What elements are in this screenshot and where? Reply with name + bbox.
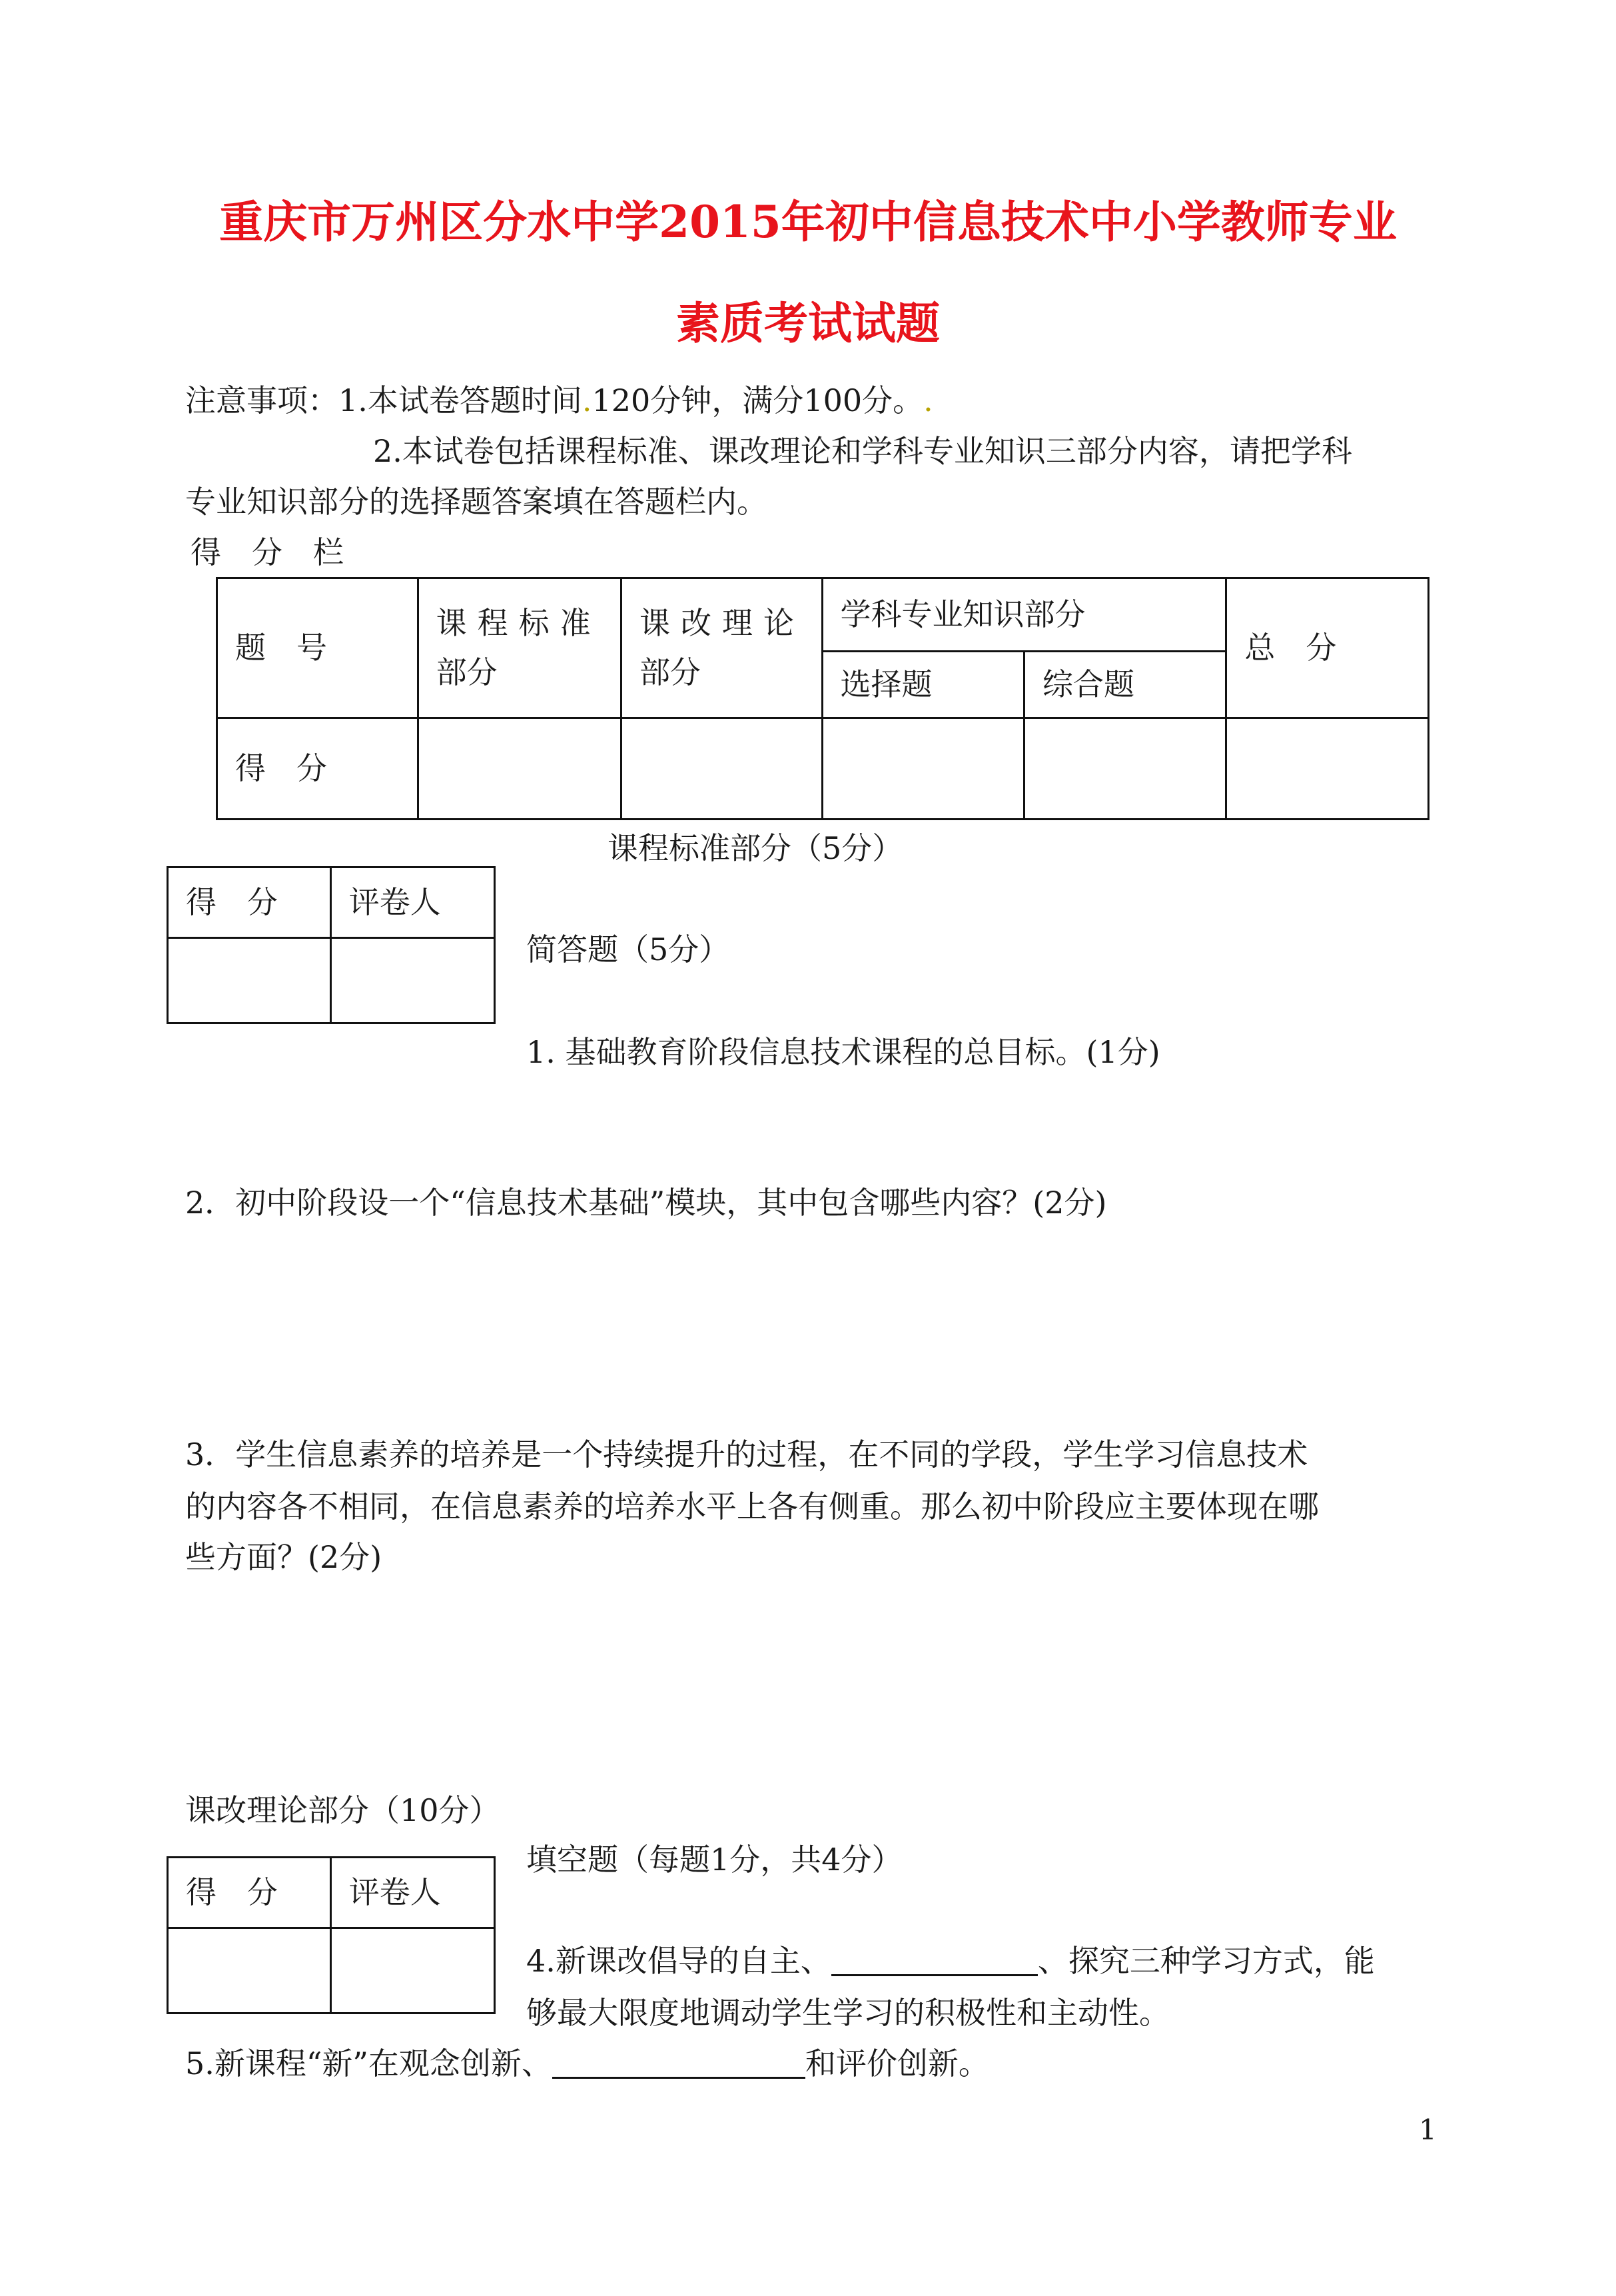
header-zonghe-cell — [1024, 652, 1226, 718]
s1-grader-pingjuan-cell — [330, 867, 494, 938]
s2-grader-name-input[interactable] — [330, 1928, 494, 2013]
page-number: 1 — [1419, 2113, 1437, 2146]
section1-subtitle: 简答题（5分） — [526, 931, 730, 967]
header-tihao: 题 号 — [235, 629, 327, 666]
s1-grader-defen-cell — [168, 867, 331, 938]
question-3-line1: 3．学生信息素养的培养是一个持续提升的过程，在不同的学段，学生学习信息技术 — [185, 1436, 1308, 1472]
question-2: 2．初中阶段设一个“信息技术基础”模块，其中包含哪些内容？(2分) — [185, 1185, 1107, 1221]
header-zongfen-cell — [1226, 578, 1429, 718]
s2-grader-defen-cell — [168, 1858, 331, 1928]
score-cell-kcbz[interactable] — [418, 718, 621, 820]
question-4-part-a: 4.新课改倡导的自主、 — [526, 1943, 831, 1979]
header-zonghe: 综合题 — [1042, 666, 1134, 702]
notes-label: 注意事项： — [185, 382, 338, 418]
s1-grader-name-input[interactable] — [330, 938, 494, 1023]
score-bar-label: 得 分 栏 — [191, 534, 344, 570]
section2-grader-table — [167, 1856, 496, 2014]
s2-grader-score-input[interactable] — [168, 1928, 331, 2013]
header-xkzy-cell — [822, 578, 1226, 652]
question-3-line3: 些方面？(2分) — [185, 1539, 382, 1575]
question-5 — [185, 2045, 989, 2081]
s2-grader-pingjuan: 评卷人 — [348, 1874, 441, 1910]
question-4-blank[interactable] — [831, 1948, 1038, 1976]
section2-heading: 课改理论部分（10分） — [185, 1792, 500, 1828]
s1-grader-defen: 得 分 — [186, 883, 278, 920]
header-zongfen: 总 分 — [1244, 629, 1337, 666]
page-title-line2: 素质考试试题 — [676, 297, 940, 349]
notes-item1-b: 120分钟，满分100分。 — [592, 382, 924, 418]
question-5-part-b: 和评价创新。 — [805, 2045, 989, 2081]
s1-grader-pingjuan: 评卷人 — [348, 883, 441, 920]
question-4-line2: 够最大限度地调动学生学习的积极性和主动性。 — [526, 1995, 1170, 2031]
question-3-line2: 的内容各不相同，在信息素养的培养水平上各有侧重。那么初中阶段应主要体现在哪 — [185, 1488, 1319, 1524]
header-xkzy: 学科专业知识部分 — [840, 596, 1086, 632]
question-4-part-b: 、探究三种学习方式，能 — [1037, 1943, 1375, 1979]
header-kgll-cell — [621, 578, 822, 718]
notes-item2-line2: 专业知识部分的选择题答案填在答题栏内。 — [185, 484, 767, 520]
notes-dot-mark: . — [582, 382, 592, 418]
header-xuanze: 选择题 — [840, 666, 933, 702]
question-5-blank[interactable] — [552, 2050, 805, 2079]
s2-grader-pingjuan-cell — [330, 1858, 494, 1928]
score-cell-xuanze[interactable] — [822, 718, 1024, 820]
score-cell-zongfen[interactable] — [1226, 718, 1429, 820]
header-kcbz-line1: 课程标准 — [436, 604, 602, 641]
notes-dot-mark-2: . — [923, 382, 933, 418]
header-kcbz-cell — [418, 578, 621, 718]
score-cell-zonghe[interactable] — [1024, 718, 1226, 820]
header-kcbz-line2: 部分 — [436, 654, 498, 690]
score-cell-kgll[interactable] — [621, 718, 822, 820]
score-table — [216, 577, 1429, 820]
notes-line1 — [185, 382, 933, 418]
page-title-line1: 重庆市万州区分水中学2015年初中信息技术中小学教师专业 — [219, 196, 1397, 248]
header-kgll-line2: 部分 — [639, 654, 701, 690]
header-tihao-cell — [217, 578, 418, 718]
s2-grader-defen: 得 分 — [186, 1874, 278, 1910]
question-4-line1 — [526, 1943, 1375, 1979]
section1-heading: 课程标准部分（5分） — [607, 830, 903, 866]
question-1: 1. 基础教育阶段信息技术课程的总目标。(1分) — [526, 1034, 1160, 1070]
row-defen-cell — [217, 718, 418, 820]
header-kgll-line1: 课改理论 — [639, 604, 805, 641]
notes-item1-a: 1.本试卷答题时间 — [338, 382, 582, 418]
s1-grader-score-input[interactable] — [168, 938, 331, 1023]
header-xuanze-cell — [822, 652, 1024, 718]
section1-grader-table — [167, 866, 496, 1024]
section2-subtitle: 填空题（每题1分，共4分） — [526, 1842, 903, 1878]
notes-item2-line1: 2.本试卷包括课程标准、课改理论和学科专业知识三部分内容，请把学科 — [373, 433, 1352, 469]
row-defen: 得 分 — [235, 750, 327, 786]
question-5-part-a: 5.新课程“新”在观念创新、 — [185, 2045, 552, 2081]
